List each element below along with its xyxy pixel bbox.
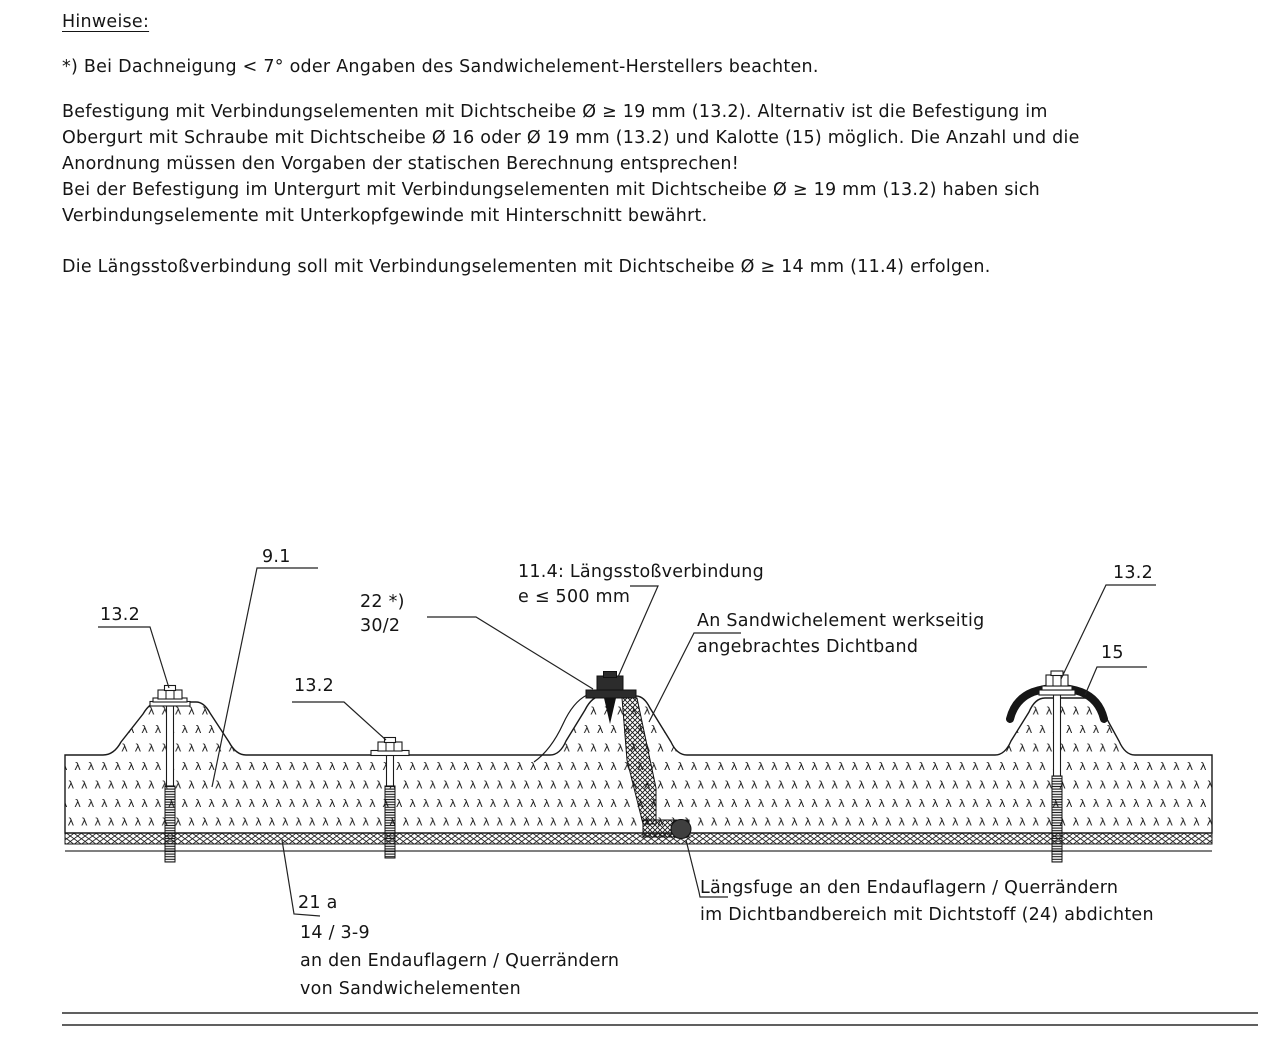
callout-15: 15 — [1101, 643, 1124, 663]
sealing-washer — [1039, 690, 1075, 695]
notes-heading: Hinweise: — [62, 12, 150, 32]
sealing-washer — [586, 690, 636, 698]
hex-head — [1046, 675, 1068, 686]
note-roof-pitch: *) Bei Dachneigung < 7° oder Angaben des Sandwichelement-Herstellers beachten. — [62, 57, 819, 77]
callout-sealband-2: angebrachtes Dichtband — [697, 637, 919, 657]
hex-head — [158, 690, 182, 699]
callout-13-2-left: 13.2 — [100, 605, 140, 625]
hex-head — [378, 742, 402, 751]
callout-joint-spacing: e ≤ 500 mm — [518, 587, 631, 607]
note-fastening-line: Verbindungselemente mit Unterkopfgewinde mit Hinterschnitt bewährt. — [62, 206, 708, 226]
bottom-rule-lines — [62, 1013, 1258, 1025]
callout-13-2-mid: 13.2 — [294, 676, 334, 696]
note-fastening-paragraph — [62, 99, 1080, 229]
callout-21a: 21 a — [298, 893, 338, 913]
callout-sealband-1: An Sandwichelement werkseitig — [697, 611, 985, 631]
cross-section-drawing — [0, 530, 1266, 1058]
note-fastening-line: Bei der Befestigung im Untergurt mit Verbindungselementen mit Dichtscheibe Ø ≥ 19 mm (13.2) haben sich — [62, 180, 1041, 200]
callout-seam-2: im Dichtbandbereich mit Dichtstoff (24) abdichten — [700, 905, 1154, 925]
callout-9-1: 9.1 — [262, 547, 291, 567]
callout-13-2-right: 13.2 — [1113, 563, 1153, 583]
callout-support-2: von Sandwichelementen — [300, 979, 521, 999]
callout-seam-1: Längsfuge an den Endauflagern / Querrändern — [700, 878, 1119, 898]
callout-22: 22 *) — [360, 592, 405, 612]
callout-30-2: 30/2 — [360, 616, 401, 636]
note-longitudinal-joint: Die Längsstoßverbindung soll mit Verbindungselementen mit Dichtscheibe Ø ≥ 14 mm (11.4) erfolgen. — [62, 257, 991, 277]
sealant-dichtstoff-24 — [671, 820, 691, 839]
hex-head — [597, 676, 623, 690]
note-fastening-line: Anordnung müssen den Vorgaben der statischen Berechnung entsprechen! — [62, 154, 740, 174]
callout-14-3-9: 14 / 3-9 — [300, 923, 370, 943]
note-fastening-line: Obergurt mit Schraube mit Dichtscheibe Ø 16 oder Ø 19 mm (13.2) und Kalotte (15) möglich. Die Anzahl und die — [62, 128, 1080, 148]
panel-bottom-facing — [65, 833, 1212, 844]
callout-11-4-joint: 11.4: Längsstoßverbindung — [518, 562, 764, 582]
callout-support-1: an den Endauflagern / Querrändern — [300, 951, 620, 971]
note-fastening-line: Befestigung mit Verbindungselementen mit Dichtscheibe Ø ≥ 19 mm (13.2). Alternativ ist die Befestigung im — [62, 102, 1048, 122]
